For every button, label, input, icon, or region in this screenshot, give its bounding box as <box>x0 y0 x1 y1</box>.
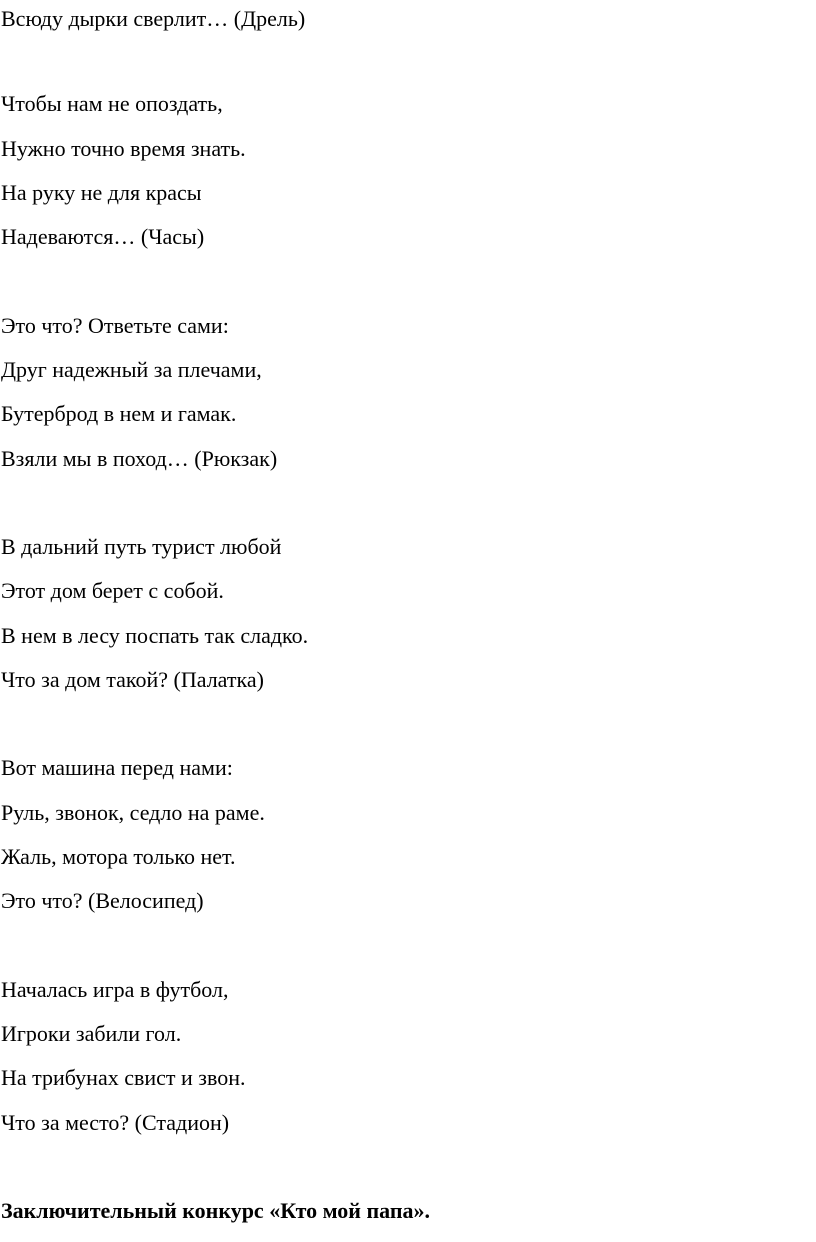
riddle-line: Надеваются… (Часы) <box>1 224 205 249</box>
riddle-line: Что за дом такой? (Палатка) <box>1 667 264 692</box>
section-heading: Заключительный конкурс «Кто мой папа». <box>1 1198 431 1223</box>
riddle-line: Что за место? (Стадион) <box>1 1110 230 1135</box>
riddle-line: Бутерброд в нем и гамак. <box>1 401 237 426</box>
riddle-line: Чтобы нам не опоздать, <box>1 91 223 116</box>
riddle-line: Друг надежный за плечами, <box>1 357 262 382</box>
riddle-line: В дальний путь турист любой <box>1 534 282 559</box>
riddle-line: Игроки забили гол. <box>1 1021 182 1046</box>
riddle-line: На трибунах свист и звон. <box>1 1065 246 1090</box>
riddle-line: Это что? (Велосипед) <box>1 888 204 913</box>
riddle-line: Вот машина перед нами: <box>1 755 233 780</box>
riddle-line: Это что? Ответьте сами: <box>1 313 229 338</box>
riddle-line: Взяли мы в поход… (Рюкзак) <box>1 446 278 471</box>
riddle-line: Началась игра в футбол, <box>1 977 229 1002</box>
riddle-line: Этот дом берет с собой. <box>1 578 224 603</box>
riddle-line: Нужно точно время знать. <box>1 136 246 161</box>
riddle-line: На руку не для красы <box>1 180 202 205</box>
riddle-line: Руль, звонок, седло на раме. <box>1 800 265 825</box>
riddle-line: Всюду дырки сверлит… (Дрель) <box>1 6 306 31</box>
riddle-line: В нем в лесу поспать так сладко. <box>1 623 309 648</box>
riddle-line: Жаль, мотора только нет. <box>1 844 236 869</box>
